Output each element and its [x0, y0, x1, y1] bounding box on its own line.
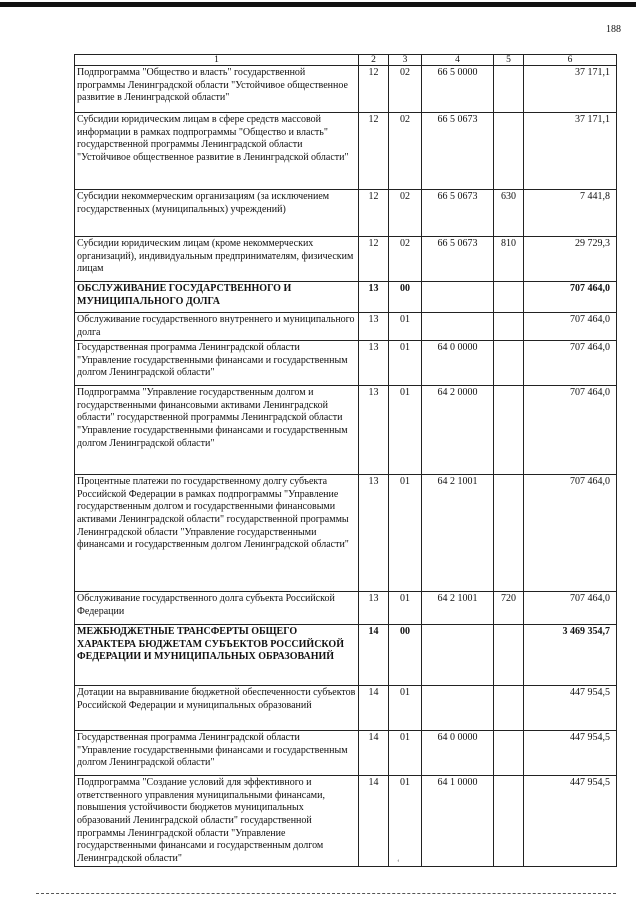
- amount: 3 469 354,7: [524, 625, 617, 686]
- table-row: [75, 313, 617, 341]
- section-code: 12: [359, 113, 389, 190]
- expense-type-code: [494, 341, 524, 386]
- subsection-code: 02: [389, 190, 422, 237]
- section-code: 14: [359, 776, 389, 867]
- target-code: 64 2 1001: [422, 475, 494, 592]
- target-code: 66 5 0673: [422, 237, 494, 282]
- subsection-code: 01: [389, 686, 422, 731]
- table-row: [75, 341, 617, 386]
- table-row: [75, 113, 617, 190]
- target-code: [422, 686, 494, 731]
- amount: 7 441,8: [524, 190, 617, 237]
- table-row: [75, 731, 617, 776]
- column-header: 5: [494, 55, 524, 66]
- scan-mark: ‘: [397, 858, 400, 867]
- expense-type-code: [494, 776, 524, 867]
- expense-type-code: [494, 313, 524, 341]
- row-label: Субсидии юридическим лицам (кроме некоммерческих организаций), индивидуальным предпринимателям, физическим лицам: [75, 237, 359, 282]
- section-code: 14: [359, 686, 389, 731]
- target-code: 66 5 0673: [422, 113, 494, 190]
- row-label: Процентные платежи по государственному долгу субъекта Российской Федерации в рамках подпрограммы "Управление государственным долгом и государственными финансовыми активами Ленинградской области" государственной программы Ленинградской области "Управление государственными финансами и государственным долгом Ленинградской области": [75, 475, 359, 592]
- subsection-code: 01: [389, 776, 422, 867]
- row-label: МЕЖБЮДЖЕТНЫЕ ТРАНСФЕРТЫ ОБЩЕГО ХАРАКТЕРА БЮДЖЕТАМ СУБЪЕКТОВ РОССИЙСКОЙ ФЕДЕРАЦИИ И МУНИЦИПАЛЬНЫХ ОБРАЗОВАНИЙ: [75, 625, 359, 686]
- expense-type-code: [494, 475, 524, 592]
- section-code: 13: [359, 475, 389, 592]
- subsection-code: 01: [389, 475, 422, 592]
- section-code: 12: [359, 66, 389, 113]
- target-code: 64 1 0000: [422, 776, 494, 867]
- target-code: 64 0 0000: [422, 731, 494, 776]
- subsection-code: 01: [389, 313, 422, 341]
- expense-type-code: [494, 731, 524, 776]
- section-code: 13: [359, 282, 389, 313]
- amount: 447 954,5: [524, 731, 617, 776]
- row-label: Государственная программа Ленинградской области "Управление государственными финансами и государственным долгом Ленинградской области": [75, 731, 359, 776]
- amount: 707 464,0: [524, 475, 617, 592]
- expense-type-code: [494, 686, 524, 731]
- table-header-row: [75, 55, 617, 66]
- expense-type-code: [494, 625, 524, 686]
- section-code: 13: [359, 386, 389, 475]
- subsection-code: 01: [389, 386, 422, 475]
- expense-type-code: 810: [494, 237, 524, 282]
- row-label: Обслуживание государственного долга субъекта Российской Федерации: [75, 592, 359, 625]
- section-code: 14: [359, 625, 389, 686]
- row-label: Подпрограмма "Общество и власть" государственной программы Ленинградской области "Устойчивое общественное развитие в Ленинградской области": [75, 66, 359, 113]
- table-row: [75, 282, 617, 313]
- expense-type-code: 720: [494, 592, 524, 625]
- row-label: Государственная программа Ленинградской области "Управление государственными финансами и государственным долгом Ленинградской области": [75, 341, 359, 386]
- top-rule: [0, 2, 636, 7]
- section-code: 13: [359, 313, 389, 341]
- section-code: 13: [359, 341, 389, 386]
- table-row: [75, 592, 617, 625]
- subsection-code: 01: [389, 731, 422, 776]
- amount: 29 729,3: [524, 237, 617, 282]
- amount: 447 954,5: [524, 776, 617, 867]
- row-label: Субсидии юридическим лицам в сфере средств массовой информации в рамках подпрограммы "Общество и власть" государственной программы Ленинградской области "Устойчивое общественное развитие в Ленинградской области": [75, 113, 359, 190]
- amount: 37 171,1: [524, 66, 617, 113]
- subsection-code: 01: [389, 341, 422, 386]
- row-label: Субсидии некоммерческим организациям (за исключением государственных (муниципальных) учреждений): [75, 190, 359, 237]
- target-code: 66 5 0673: [422, 190, 494, 237]
- subsection-code: 00: [389, 282, 422, 313]
- subsection-code: 01: [389, 592, 422, 625]
- table-row: [75, 190, 617, 237]
- expense-type-code: [494, 282, 524, 313]
- row-label: Подпрограмма "Создание условий для эффективного и ответственного управления муниципальными финансами, повышения устойчивости бюджетов муниципальных образований Ленинградской области" государственной программы Ленинградской области "Управление государственными финансами и государственным долгом Ленинградской области": [75, 776, 359, 867]
- column-header: 4: [422, 55, 494, 66]
- row-label: Дотации на выравнивание бюджетной обеспеченности субъектов Российской Федерации и муниципальных образований: [75, 686, 359, 731]
- table-row: [75, 66, 617, 113]
- expense-type-code: [494, 66, 524, 113]
- bottom-rule: [36, 893, 616, 894]
- expense-type-code: [494, 113, 524, 190]
- subsection-code: 02: [389, 66, 422, 113]
- table-row: [75, 475, 617, 592]
- row-label: Обслуживание государственного внутреннего и муниципального долга: [75, 313, 359, 341]
- subsection-code: 02: [389, 237, 422, 282]
- budget-table: [74, 54, 617, 867]
- expense-type-code: [494, 386, 524, 475]
- target-code: 64 2 0000: [422, 386, 494, 475]
- column-header: 3: [389, 55, 422, 66]
- table-row: [75, 625, 617, 686]
- table-row: [75, 237, 617, 282]
- expense-type-code: 630: [494, 190, 524, 237]
- target-code: [422, 282, 494, 313]
- column-header: 1: [75, 55, 359, 66]
- column-header: 2: [359, 55, 389, 66]
- target-code: 66 5 0000: [422, 66, 494, 113]
- section-code: 13: [359, 592, 389, 625]
- column-header: 6: [524, 55, 617, 66]
- table-row: [75, 686, 617, 731]
- subsection-code: 02: [389, 113, 422, 190]
- amount: 37 171,1: [524, 113, 617, 190]
- row-label: Подпрограмма "Управление государственным долгом и государственными финансовыми активами Ленинградской области" государственной программы Ленинградской области "Управление государственными финансами и государственным долгом Ленинградской области": [75, 386, 359, 475]
- target-code: [422, 625, 494, 686]
- section-code: 12: [359, 237, 389, 282]
- table-row: [75, 776, 617, 867]
- amount: 707 464,0: [524, 282, 617, 313]
- amount: 707 464,0: [524, 386, 617, 475]
- target-code: 64 0 0000: [422, 341, 494, 386]
- section-code: 12: [359, 190, 389, 237]
- target-code: [422, 313, 494, 341]
- target-code: 64 2 1001: [422, 592, 494, 625]
- section-code: 14: [359, 731, 389, 776]
- page-number: 188: [606, 24, 621, 35]
- table-row: [75, 386, 617, 475]
- amount: 707 464,0: [524, 592, 617, 625]
- amount: 447 954,5: [524, 686, 617, 731]
- row-label: ОБСЛУЖИВАНИЕ ГОСУДАРСТВЕННОГО И МУНИЦИПАЛЬНОГО ДОЛГА: [75, 282, 359, 313]
- subsection-code: 00: [389, 625, 422, 686]
- amount: 707 464,0: [524, 341, 617, 386]
- amount: 707 464,0: [524, 313, 617, 341]
